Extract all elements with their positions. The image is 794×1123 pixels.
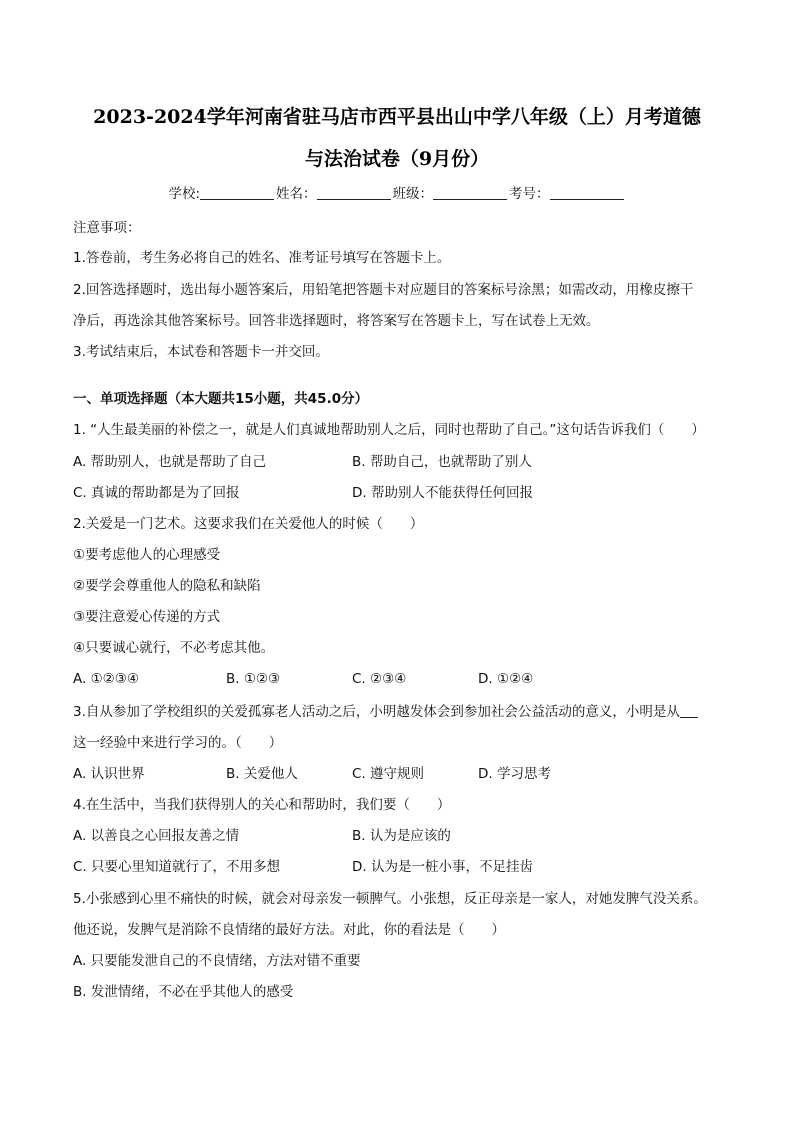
class-blank[interactable] — [433, 185, 507, 200]
school-label: 学校: — [168, 186, 201, 202]
class-label: 班级： — [392, 186, 434, 202]
question-4-option-c[interactable]: C. 只要心里知道就行了，不用多想 — [73, 859, 281, 875]
section-heading: 一、单项选择题（本大题共15小题，共45.0分） — [73, 391, 369, 407]
question-5-stem-line1: 5.小张感到心里不痛快的时候，就会对母亲发一顿脾气。小张想，反正母亲是一家人，对她发脾气没关系。 — [73, 891, 707, 907]
question-2-option-a[interactable]: A. ①②③④ — [73, 671, 139, 687]
student-info-row — [0, 184, 794, 204]
question-2-item-1: ①要考虑他人的心理感受 — [73, 547, 221, 563]
question-3-option-a[interactable]: A. 认识世界 — [73, 766, 145, 782]
number-label: 考号： — [509, 186, 550, 202]
question-2-option-c[interactable]: C. ②③④ — [352, 671, 407, 687]
question-2-item-4: ④只要诚心就行，不必考虑其他。 — [73, 640, 275, 656]
question-3-stem-line2: 这一经验中来进行学习的。（ ） — [73, 735, 283, 751]
question-2-stem: 2.关爱是一门艺术。这要求我们在关爱他人的时候（ ） — [73, 516, 424, 532]
question-5-option-a[interactable]: A. 只要能发泄自己的不良情绪，方法对错不重要 — [73, 953, 361, 969]
school-blank[interactable] — [200, 185, 274, 200]
question-1-option-a[interactable]: A. 帮助别人，也就是帮助了自己 — [73, 454, 267, 470]
question-3-option-d[interactable]: D. 学习思考 — [478, 766, 551, 782]
question-3-option-b[interactable]: B. 关爱他人 — [226, 766, 298, 782]
question-2-item-2: ②要学会尊重他人的隐私和缺陷 — [73, 578, 261, 594]
question-3-blank — [680, 703, 698, 718]
exam-title-line2: 与法治试卷（9月份） — [304, 148, 490, 170]
question-5-stem-line2: 他还说，发脾气是消除不良情绪的最好方法。对此，你的看法是（ ） — [73, 922, 505, 938]
question-3-option-c[interactable]: C. 遵守规则 — [352, 766, 425, 782]
note-item-2-cont: 净后，再选涂其他答案标号。回答非选择题时，将答案写在答题卡上，写在试卷上无效。 — [73, 313, 600, 329]
question-4-stem: 4.在生活中，当我们获得别人的关心和帮助时，我们要（ ） — [73, 797, 451, 813]
question-1-option-d[interactable]: D. 帮助别人不能获得任何回报 — [352, 485, 533, 501]
name-label: 姓名： — [276, 186, 317, 202]
note-item-3: 3.考试结束后，本试卷和答题卡一并交回。 — [73, 344, 329, 360]
question-2-option-b[interactable]: B. ①②③ — [226, 671, 281, 687]
question-1-stem: 1. “人生最美丽的补偿之一，就是人们真诚地帮助别人之后，同时也帮助了自己。”这句话告诉我们（ ） — [73, 422, 705, 438]
notes-heading: 注意事项： — [73, 220, 141, 236]
question-4-option-d[interactable]: D. 认为是一桩小事，不足挂齿 — [352, 859, 533, 875]
note-item-1: 1.答卷前，考生务必将自己的姓名、准考证号填写在答题卡上。 — [73, 250, 451, 266]
question-4-option-b[interactable]: B. 认为是应该的 — [352, 828, 451, 844]
exam-title-line1: 2023-2024学年河南省驻马店市西平县出山中学八年级（上）月考道德 — [93, 106, 701, 128]
question-5-option-b[interactable]: B. 发泄情绪，不必在乎其他人的感受 — [73, 984, 294, 1000]
question-1-option-b[interactable]: B. 帮助自己，也就帮助了别人 — [352, 454, 532, 470]
question-3-stem-part1: 3.自从参加了学校组织的关爱孤寡老人活动之后，小明越发体会到参加社会公益活动的意义，小明是从 — [73, 704, 680, 720]
number-blank[interactable] — [550, 185, 624, 200]
question-1-option-c[interactable]: C. 真诚的帮助都是为了回报 — [73, 485, 240, 501]
name-blank[interactable] — [317, 185, 391, 200]
note-item-2: 2.回答选择题时，选出每小题答案后，用铅笔把答题卡对应题目的答案标号涂黑；如需改动，用橡皮擦干 — [73, 282, 694, 298]
question-3-stem-line1 — [73, 702, 698, 722]
question-4-option-a[interactable]: A. 以善良之心回报友善之情 — [73, 828, 240, 844]
question-2-item-3: ③要注意爱心传递的方式 — [73, 609, 221, 625]
question-2-option-d[interactable]: D. ①②④ — [478, 671, 534, 687]
